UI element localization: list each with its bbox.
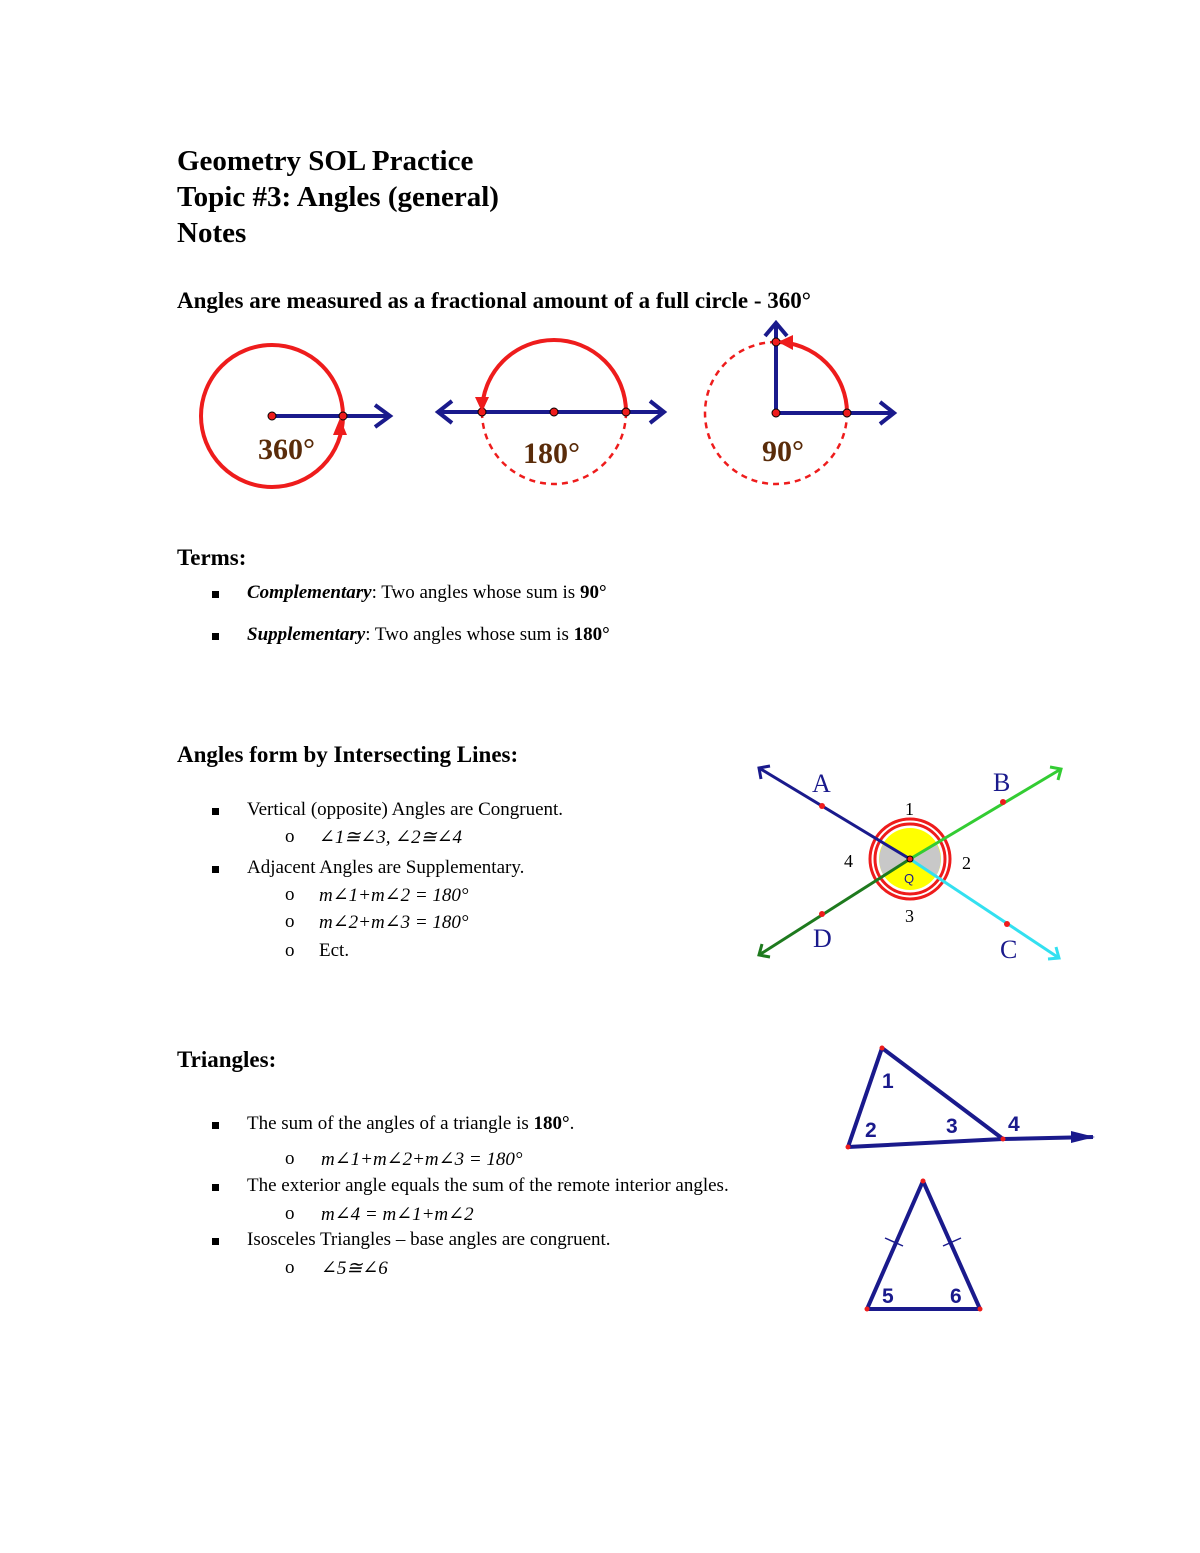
label-B: B (993, 768, 1011, 797)
sub-bullet-icon: o (285, 940, 295, 961)
angle-5-label: 5 (882, 1285, 894, 1308)
circle-180-diagram (438, 340, 664, 484)
rotation-arrow-icon (333, 418, 347, 435)
label-D: D (813, 924, 832, 953)
adjacent-etc: Ect. (319, 940, 350, 961)
angle-1-label: 1 (882, 1070, 894, 1093)
adjacent-formula-1: m∠1+m∠2 = 180° (319, 885, 469, 906)
term-value: 180° (573, 624, 610, 645)
point-C (1004, 921, 1010, 927)
header-line-3: Notes (177, 217, 247, 249)
isosceles-triangle-figure (855, 1170, 995, 1320)
sub-bullet-icon: o (285, 884, 295, 905)
circle-90-diagram (705, 323, 894, 484)
label-A: A (812, 769, 831, 798)
right-point (622, 408, 630, 416)
ray-QB (910, 769, 1061, 859)
half-circle-arc (482, 340, 626, 412)
bullet-icon (212, 633, 219, 640)
exterior-angle-formula: m∠4 = m∠1+m∠2 (321, 1204, 474, 1225)
bullet-icon (212, 591, 219, 598)
angle-label-1: 1 (905, 799, 914, 819)
angle-3-label: 3 (946, 1115, 958, 1138)
ray-QC (910, 859, 1059, 958)
triangle-sum-text: The sum of the angles of a triangle is (247, 1113, 534, 1134)
label-360: 360° (258, 433, 315, 466)
triangle-sum-suffix: . (569, 1113, 575, 1134)
angle-label-2: 2 (962, 853, 971, 873)
label-Q: Q (904, 871, 915, 886)
bullet-icon (212, 808, 219, 815)
vertex-right (1001, 1137, 1006, 1142)
term-text: : Two angles whose sum is (365, 624, 574, 645)
vertex-top (880, 1046, 885, 1051)
exterior-angle-triangle-figure (840, 1040, 1105, 1160)
intersecting-heading: Angles form by Intersecting Lines: (177, 742, 519, 767)
vertex-left (846, 1145, 851, 1150)
vertex-point (772, 409, 780, 417)
triangles-heading: Triangles: (177, 1047, 277, 1072)
angle-4-label: 4 (1008, 1113, 1020, 1136)
sub-bullet-icon: o (285, 911, 295, 932)
intersecting-lines-figure (745, 755, 1075, 970)
triangle-sum-item (247, 1113, 574, 1135)
sub-bullet-icon: o (285, 826, 295, 847)
sub-bullet-icon: o (285, 1257, 295, 1278)
bullet-icon (212, 866, 219, 873)
point-B (1000, 799, 1006, 805)
header-line-1: Geometry SOL Practice (177, 145, 474, 177)
bullet-icon (212, 1184, 219, 1191)
circle-360-diagram (201, 345, 390, 487)
ray-QA (759, 768, 910, 859)
angle-label-4: 4 (844, 851, 853, 871)
rotation-arrow-icon (475, 397, 489, 412)
term-name: Supplementary (247, 624, 366, 645)
document-header (177, 143, 499, 251)
ray-QD (759, 859, 910, 955)
quarter-circle-arc (776, 342, 847, 413)
apex-point (921, 1179, 926, 1184)
angle-2-label: 2 (865, 1119, 877, 1142)
term-supplementary (247, 624, 610, 646)
vertex-point (268, 412, 276, 420)
angles-intro-heading: Angles are measured as a fractional amount of a full circle - 360° (177, 288, 811, 313)
sub-bullet-icon: o (285, 1148, 295, 1169)
bullet-icon (212, 1238, 219, 1245)
point-D (819, 911, 825, 917)
point-Q (907, 856, 913, 862)
sub-bullet-icon: o (285, 1203, 295, 1224)
triangle-sum-formula: m∠1+m∠2+m∠3 = 180° (321, 1149, 523, 1170)
base-left-point (865, 1307, 870, 1312)
angle-6-label: 6 (950, 1285, 962, 1308)
isosceles-formula: ∠5≅∠6 (321, 1258, 388, 1279)
arrow-icon (1071, 1131, 1095, 1143)
triangle-sum-value: 180° (533, 1113, 570, 1134)
ray-point (843, 409, 851, 417)
term-name: Complementary (247, 582, 372, 603)
term-complementary (247, 582, 607, 604)
label-180: 180° (523, 437, 580, 470)
adjacent-angles-item: Adjacent Angles are Supplementary. (247, 857, 525, 878)
header-line-2: Topic #3: Angles (general) (177, 181, 499, 213)
base-right-point (978, 1307, 983, 1312)
vertical-angles-item: Vertical (opposite) Angles are Congruent. (247, 799, 564, 820)
angle-label-3: 3 (905, 906, 914, 926)
bullet-icon (212, 1122, 219, 1129)
term-value: 90° (579, 582, 607, 603)
vertex-point (550, 408, 558, 416)
exterior-angle-item: The exterior angle equals the sum of the remote interior angles. (247, 1175, 729, 1196)
isosceles-item: Isosceles Triangles – base angles are congruent. (247, 1229, 611, 1250)
vertical-angles-formula: ∠1≅∠3, ∠2≅∠4 (319, 827, 463, 848)
point-A (819, 803, 825, 809)
angle-circles-figure (180, 315, 920, 505)
label-C: C (1000, 935, 1018, 964)
adjacent-formula-2: m∠2+m∠3 = 180° (319, 912, 469, 933)
term-text: : Two angles whose sum is (371, 582, 580, 603)
terms-heading: Terms: (177, 545, 247, 570)
label-90: 90° (762, 435, 804, 468)
